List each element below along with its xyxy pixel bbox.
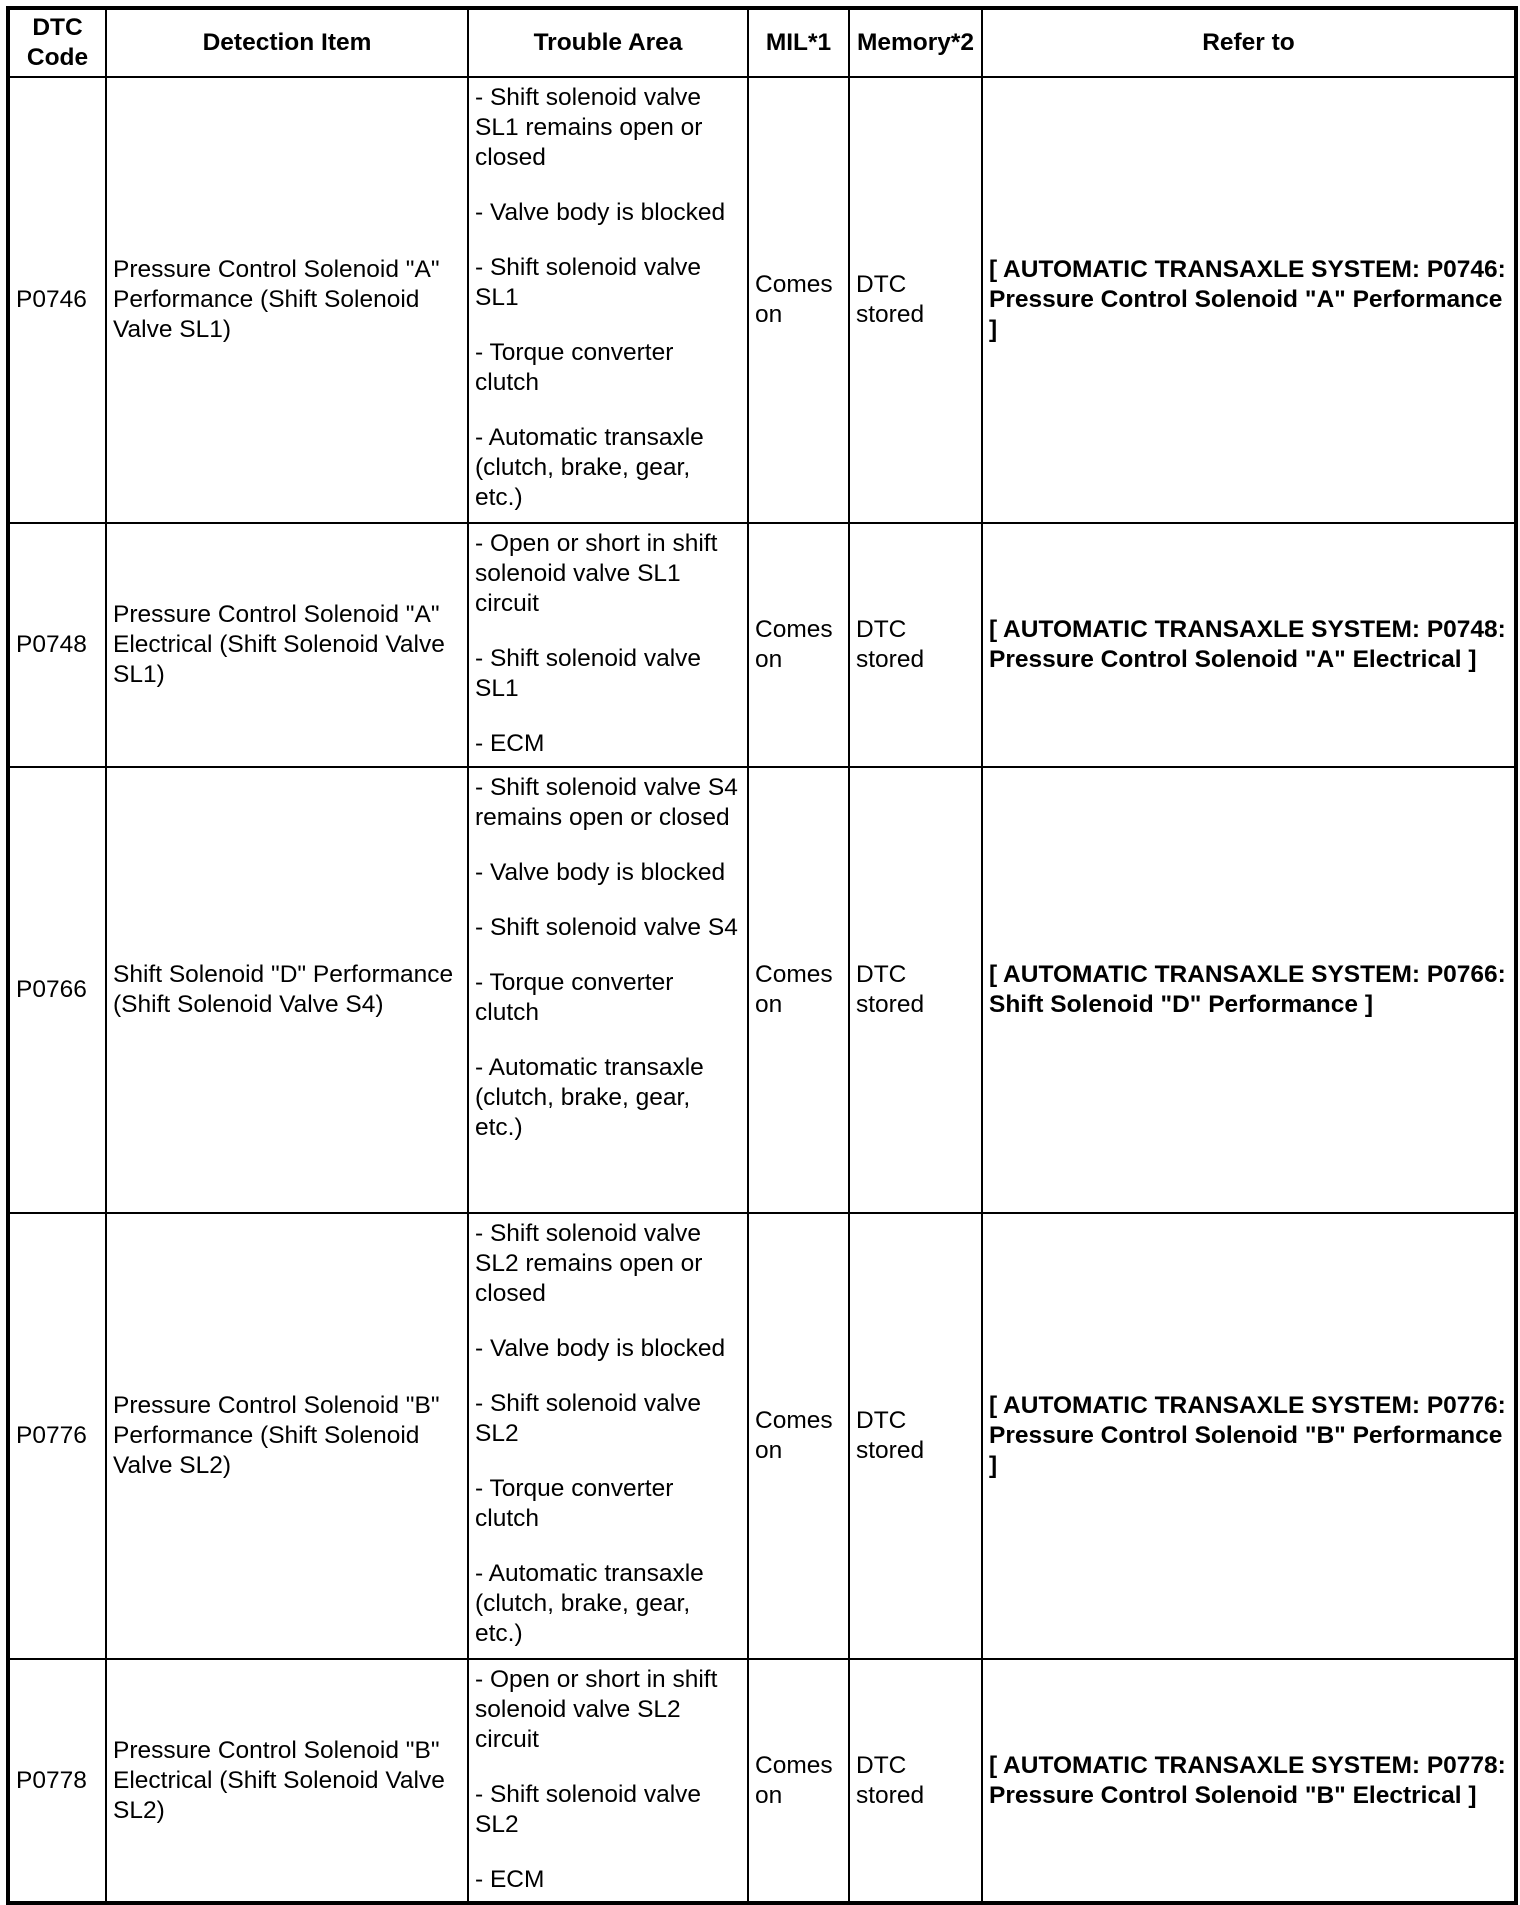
- mil-cell: Comes on: [748, 1213, 849, 1659]
- dtc-code-cell: P0776: [8, 1213, 106, 1659]
- detection-item-cell: Pressure Control Solenoid "A" Performance (Shift Solenoid Valve SL1): [106, 77, 468, 523]
- trouble-area-cell: [468, 1659, 748, 1903]
- memory-cell: DTC stored: [849, 1659, 982, 1903]
- trouble-area-cell: [468, 523, 748, 767]
- refer-to-link[interactable]: [ AUTOMATIC TRANSAXLE SYSTEM: P0748: Pressure Control Solenoid "A" Electrical ]: [982, 523, 1516, 767]
- trouble-area-item: - Shift solenoid valve SL1 remains open or closed: [475, 84, 703, 171]
- table-body: [8, 77, 1516, 1903]
- header-dtc-code: DTC Code: [8, 8, 106, 77]
- refer-to-link[interactable]: [ AUTOMATIC TRANSAXLE SYSTEM: P0766: Shift Solenoid "D" Performance ]: [982, 767, 1516, 1213]
- header-detection-item: Detection Item: [106, 8, 468, 77]
- trouble-area-item: - Shift solenoid valve SL2: [475, 1390, 702, 1447]
- trouble-area-item: - Shift solenoid valve SL2: [475, 1781, 702, 1838]
- trouble-area-item: - Torque converter clutch: [475, 1475, 674, 1532]
- trouble-area-cell: [468, 77, 748, 523]
- detection-item-cell: Pressure Control Solenoid "B" Electrical (Shift Solenoid Valve SL2): [106, 1659, 468, 1903]
- table-row: [8, 767, 1516, 1213]
- trouble-area-item: - ECM: [475, 730, 545, 757]
- memory-cell: DTC stored: [849, 1213, 982, 1659]
- refer-to-link[interactable]: [ AUTOMATIC TRANSAXLE SYSTEM: P0746: Pressure Control Solenoid "A" Performance ]: [982, 77, 1516, 523]
- table-row: [8, 77, 1516, 523]
- trouble-area-item: - Automatic transaxle (clutch, brake, gear, etc.): [475, 424, 704, 511]
- trouble-area-item: - Shift solenoid valve S4 remains open or closed: [475, 774, 738, 831]
- dtc-code-cell: P0766: [8, 767, 106, 1213]
- trouble-area-item: - Valve body is blocked: [475, 1335, 726, 1362]
- memory-cell: DTC stored: [849, 523, 982, 767]
- refer-to-link[interactable]: [ AUTOMATIC TRANSAXLE SYSTEM: P0778: Pressure Control Solenoid "B" Electrical ]: [982, 1659, 1516, 1903]
- trouble-area-item: - Automatic transaxle (clutch, brake, gear, etc.): [475, 1560, 704, 1647]
- trouble-area-item: - Automatic transaxle (clutch, brake, gear, etc.): [475, 1054, 704, 1141]
- trouble-area-item: - Valve body is blocked: [475, 859, 726, 886]
- trouble-area-cell: [468, 767, 748, 1213]
- trouble-area-item: - Open or short in shift solenoid valve SL2 circuit: [475, 1666, 718, 1753]
- detection-item-cell: Pressure Control Solenoid "A" Electrical (Shift Solenoid Valve SL1): [106, 523, 468, 767]
- trouble-area-item: - Shift solenoid valve SL1: [475, 645, 702, 702]
- trouble-area-item: - Valve body is blocked: [475, 199, 726, 226]
- trouble-area-item: - Torque converter clutch: [475, 339, 674, 396]
- dtc-table: [6, 6, 1518, 1905]
- dtc-code-cell: P0778: [8, 1659, 106, 1903]
- mil-cell: Comes on: [748, 767, 849, 1213]
- table-row: [8, 1659, 1516, 1903]
- header-memory: Memory*2: [849, 8, 982, 77]
- refer-to-link[interactable]: [ AUTOMATIC TRANSAXLE SYSTEM: P0776: Pressure Control Solenoid "B" Performance ]: [982, 1213, 1516, 1659]
- header-refer-to: Refer to: [982, 8, 1516, 77]
- header-row: [8, 8, 1516, 77]
- mil-cell: Comes on: [748, 77, 849, 523]
- trouble-area-cell: [468, 1213, 748, 1659]
- memory-cell: DTC stored: [849, 77, 982, 523]
- header-trouble-area: Trouble Area: [468, 8, 748, 77]
- header-mil: MIL*1: [748, 8, 849, 77]
- memory-cell: DTC stored: [849, 767, 982, 1213]
- dtc-code-cell: P0746: [8, 77, 106, 523]
- trouble-area-item: - Shift solenoid valve SL2 remains open or closed: [475, 1220, 703, 1307]
- trouble-area-item: - Shift solenoid valve S4: [475, 914, 738, 941]
- trouble-area-item: - ECM: [475, 1866, 545, 1893]
- detection-item-cell: Pressure Control Solenoid "B" Performance (Shift Solenoid Valve SL2): [106, 1213, 468, 1659]
- trouble-area-item: - Torque converter clutch: [475, 969, 674, 1026]
- trouble-area-item: - Open or short in shift solenoid valve SL1 circuit: [475, 530, 718, 617]
- table-row: [8, 1213, 1516, 1659]
- mil-cell: Comes on: [748, 1659, 849, 1903]
- trouble-area-item: - Shift solenoid valve SL1: [475, 254, 702, 311]
- detection-item-cell: Shift Solenoid "D" Performance (Shift Solenoid Valve S4): [106, 767, 468, 1213]
- mil-cell: Comes on: [748, 523, 849, 767]
- dtc-code-cell: P0748: [8, 523, 106, 767]
- table-row: [8, 523, 1516, 767]
